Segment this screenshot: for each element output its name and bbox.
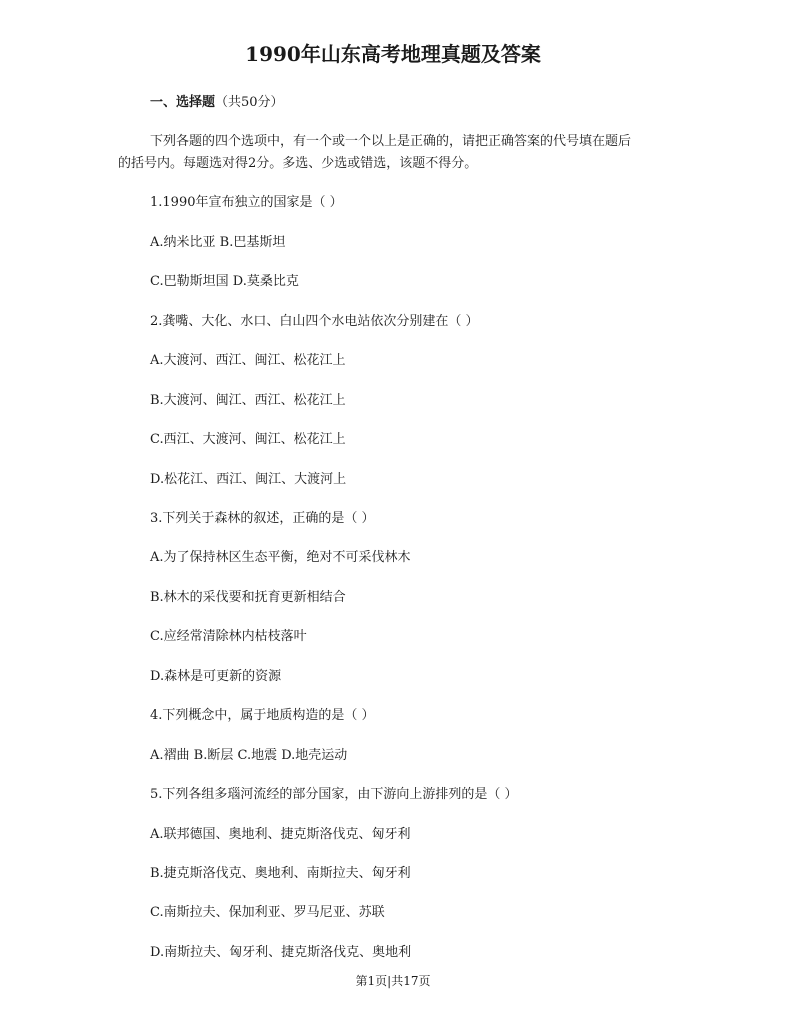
question-5-option-c: C.南斯拉夫、保加利亚、罗马尼亚、苏联 [150, 905, 385, 920]
page-number-footer: 第1页|共17页 [355, 974, 431, 988]
section-heading [150, 91, 284, 110]
question-2-option-a: A.大渡河、西江、闽江、松花江上 [150, 353, 346, 368]
document-title: 1990年山东高考地理真题及答案 [245, 42, 541, 66]
question-2-option-c: C.西江、大渡河、闽江、松花江上 [150, 432, 346, 447]
question-3-option-d: D.森林是可更新的资源 [150, 669, 282, 684]
question-5-option-d: D.南斯拉夫、匈牙利、捷克斯洛伐克、奥地利 [150, 945, 412, 960]
question-3: 3.下列关于森林的叙述，正确的是（ ） [150, 511, 375, 526]
question-3-option-b: B.林木的采伐要和抚育更新相结合 [150, 590, 346, 605]
question-1: 1.1990年宣布独立的国家是（ ） [150, 195, 343, 210]
question-4-options: A.褶曲 B.断层 C.地震 D.地壳运动 [150, 748, 348, 763]
question-3-option-a: A.为了保持林区生态平衡，绝对不可采伐林木 [150, 550, 411, 565]
instructions-paragraph [118, 131, 678, 175]
section-heading-note: （共50分） [215, 95, 284, 110]
question-1-options-cd: C.巴勒斯坦国 D.莫桑比克 [150, 274, 299, 289]
question-5-option-b: B.捷克斯洛伐克、奥地利、南斯拉夫、匈牙利 [150, 866, 411, 881]
instructions-line-1: 下列各题的四个选项中，有一个或一个以上是正确的，请把正确答案的代号填在题后 [150, 134, 632, 149]
question-4: 4.下列概念中，属于地质构造的是（ ） [150, 708, 375, 723]
section-heading-label: 一、选择题 [150, 95, 216, 110]
question-5: 5.下列各组多瑙河流经的部分国家，由下游向上游排列的是（ ） [150, 787, 518, 802]
question-3-option-c: C.应经常清除林内枯枝落叶 [150, 629, 307, 644]
question-2: 2.龚嘴、大化、水口、白山四个水电站依次分别建在（ ） [150, 314, 479, 329]
question-5-option-a: A.联邦德国、奥地利、捷克斯洛伐克、匈牙利 [150, 827, 411, 842]
question-2-option-d: D.松花江、西江、闽江、大渡河上 [150, 472, 347, 487]
question-1-options-ab: A.纳米比亚 B.巴基斯坦 [150, 235, 286, 250]
question-2-option-b: B.大渡河、闽江、西江、松花江上 [150, 393, 346, 408]
instructions-line-2: 的括号内。每题选对得2分。多选、少选或错选，该题不得分。 [118, 156, 478, 171]
